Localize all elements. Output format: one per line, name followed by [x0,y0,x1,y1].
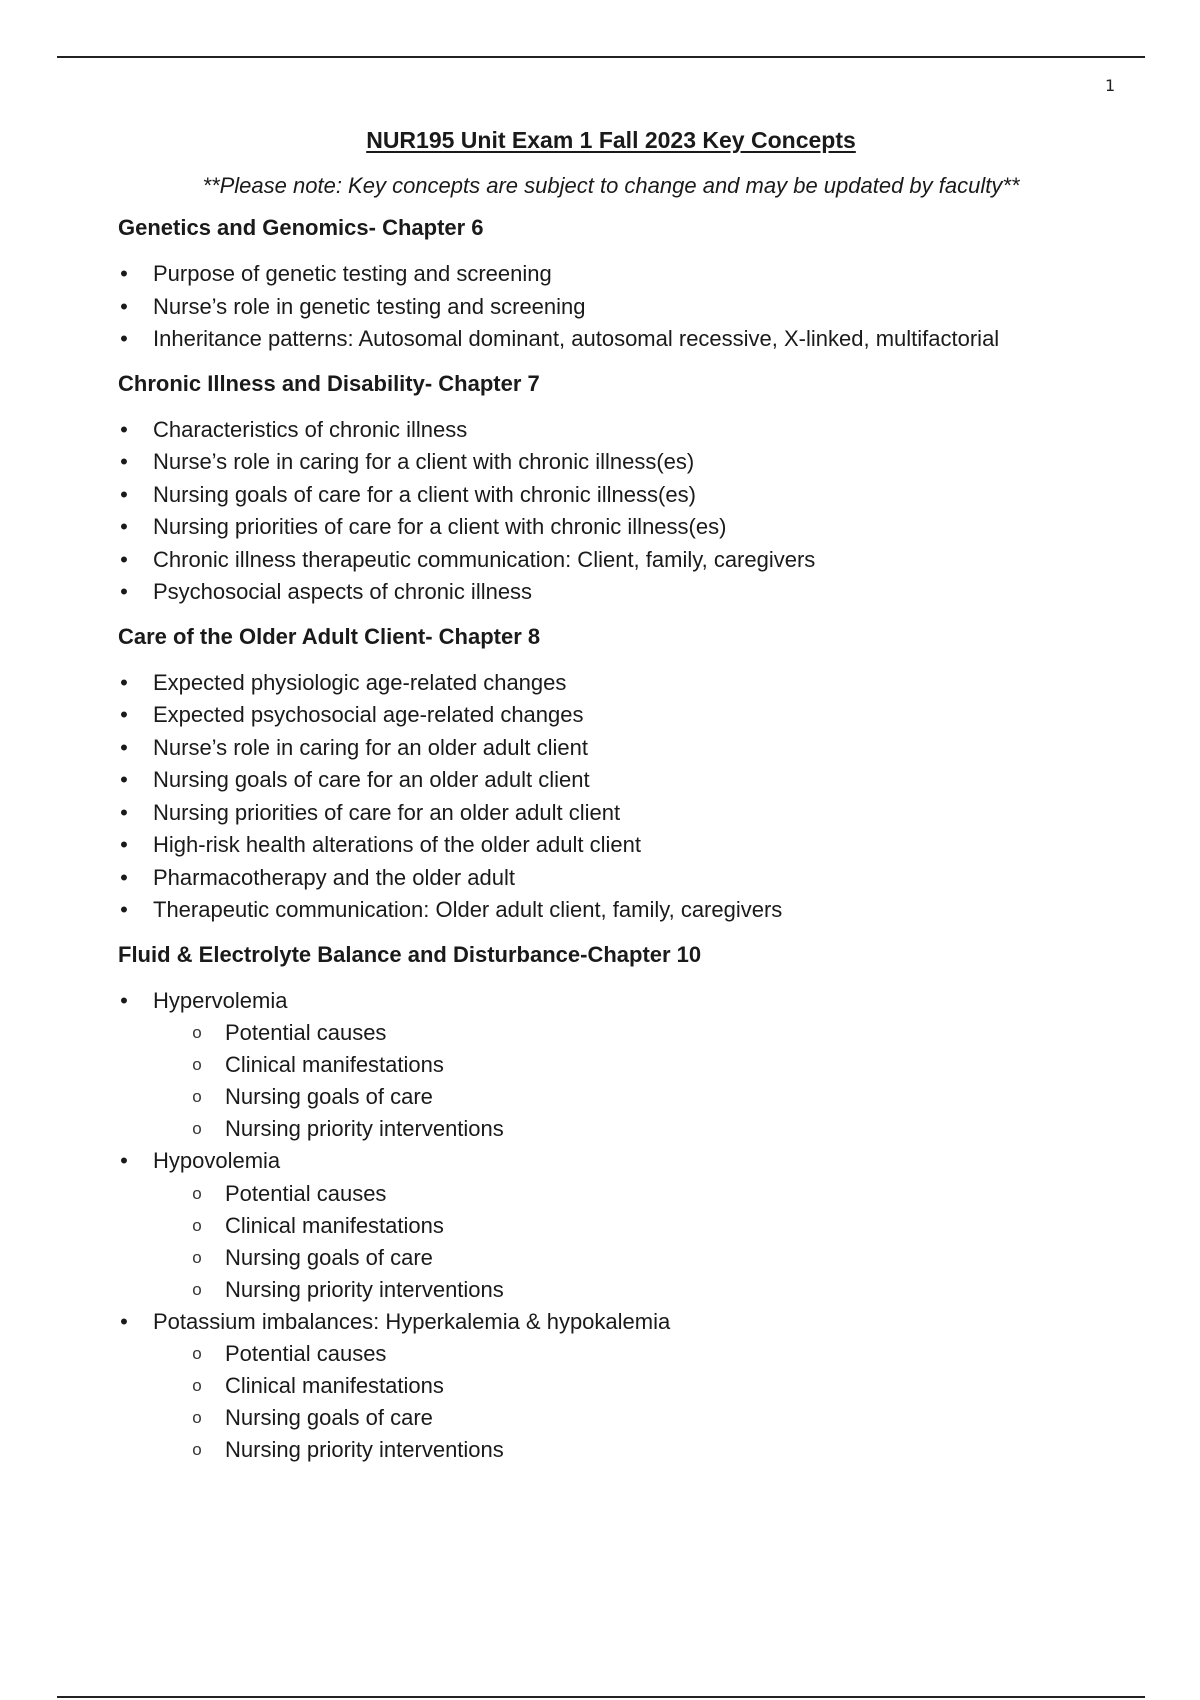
circle-bullet-icon: o [192,1215,202,1235]
top-rule [57,56,1145,58]
sub-list-item: o Clinical manifestations [118,1210,1128,1242]
sub-list-item: o Potential causes [118,1178,1128,1210]
bullet-icon: • [120,416,128,442]
list-item: • Characteristics of chronic illness [118,414,1128,447]
list-item: • Nurse’s role in genetic testing and screening [118,291,1128,324]
bullet-icon: • [120,987,128,1013]
bullet-icon: • [120,702,128,727]
bottom-rule [57,1696,1145,1698]
section-heading: Genetics and Genomics- Chapter 6 [118,215,484,240]
circle-bullet-icon: o [192,1376,202,1395]
circle-bullet-icon: o [192,1183,202,1203]
list-item: • Expected psychosocial age-related changes [118,699,1128,732]
bullet-icon: • [120,1148,128,1173]
list-item: • Pharmacotherapy and the older adult [118,862,1128,895]
sub-list-item: o Nursing goals of care [118,1242,1128,1274]
sub-list-item: o Nursing priority interventions [118,1113,1128,1145]
section-heading: Chronic Illness and Disability- Chapter 7 [118,370,540,396]
sub-list-item: o Nursing goals of care [118,1081,1128,1113]
bullet-icon: • [120,767,128,792]
circle-bullet-icon: o [192,1344,202,1363]
page-number: 1 [1105,76,1116,95]
bullet-icon: • [120,832,128,857]
bullet-icon: • [120,546,128,572]
circle-bullet-icon: o [192,1440,202,1459]
bullet-icon: • [120,1308,128,1334]
sub-list [153,1338,1128,1466]
sub-list-item: o Nursing priority interventions [118,1434,1128,1466]
sub-list-item: o Clinical manifestations [118,1049,1128,1081]
bullet-list [118,985,1128,1467]
list-item: • Potassium imbalances: Hyperkalemia & hypokalemia o Potential causes o Clinical manifestations o Nursing goals of care o Nursing priority interventions [118,1306,1128,1467]
sub-list [153,1178,1128,1306]
bullet-icon: • [120,326,128,351]
bullet-list [118,414,1128,609]
sub-list-item: o Nursing priority interventions [118,1274,1128,1306]
sub-list-item: o Potential causes [118,1338,1128,1370]
section-chronic-illness [118,368,1128,609]
list-item: • Expected physiologic age-related changes [118,667,1128,700]
list-item: • Inheritance patterns: Autosomal dominant, autosomal recessive, X-linked, multifactorial [118,323,1128,356]
list-item: • Hypovolemia o Potential causes o Clinical manifestations o Nursing goals of care o Nursing priority interventions [118,1145,1128,1306]
circle-bullet-icon: o [192,1279,202,1299]
circle-bullet-icon: o [192,1408,202,1427]
section-older-adult [118,621,1128,927]
bullet-icon: • [120,261,128,286]
sub-list-item: o Potential causes [118,1017,1128,1049]
document-note: **Please note: Key concepts are subject to change and may be updated by faculty** [202,173,1020,198]
circle-bullet-icon: o [192,1055,202,1074]
list-item: • Nursing priorities of care for a client with chronic illness(es) [118,511,1128,544]
section-genetics [118,212,1128,356]
sub-list [153,1017,1128,1145]
list-item: • Purpose of genetic testing and screening [118,258,1128,291]
list-item: • Nurse’s role in caring for an older adult client [118,732,1128,765]
section-heading: Care of the Older Adult Client- Chapter 8 [118,623,541,649]
circle-bullet-icon: o [192,1247,202,1267]
circle-bullet-icon: o [192,1023,202,1042]
bullet-icon: • [120,734,128,760]
bullet-icon: • [120,449,128,474]
sub-list-item: o Nursing goals of care [118,1402,1128,1434]
bullet-icon: • [120,864,128,890]
list-item: • Chronic illness therapeutic communication: Client, family, caregivers [118,544,1128,577]
document-title: NUR195 Unit Exam 1 Fall 2023 Key Concepts [366,127,856,153]
document-body [118,124,1128,1466]
list-item: • High-risk health alterations of the older adult client [118,829,1128,862]
bullet-icon: • [120,514,128,539]
bullet-list [118,667,1128,927]
list-item: • Nursing goals of care for an older adult client [118,764,1128,797]
bullet-icon: • [120,669,128,695]
bullet-icon: • [120,897,128,922]
list-item: • Nurse’s role in caring for a client with chronic illness(es) [118,446,1128,479]
circle-bullet-icon: o [192,1119,202,1138]
section-heading: Fluid & Electrolyte Balance and Disturbance-Chapter 10 [118,941,702,967]
bullet-icon: • [120,293,128,319]
bullet-icon: • [120,799,128,825]
bullet-list [118,258,1128,356]
sub-list-item: o Clinical manifestations [118,1370,1128,1402]
list-item: • Psychosocial aspects of chronic illness [118,576,1128,609]
circle-bullet-icon: o [192,1087,202,1106]
bullet-icon: • [120,579,128,604]
list-item: • Hypervolemia o Potential causes o Clinical manifestations o Nursing goals of care o Nursing priority interventions [118,985,1128,1146]
bullet-icon: • [120,481,128,507]
list-item: • Nursing priorities of care for an older adult client [118,797,1128,830]
list-item: • Therapeutic communication: Older adult client, family, caregivers [118,894,1128,927]
list-item: • Nursing goals of care for a client with chronic illness(es) [118,479,1128,512]
section-fluid-electrolyte [118,939,1128,1467]
